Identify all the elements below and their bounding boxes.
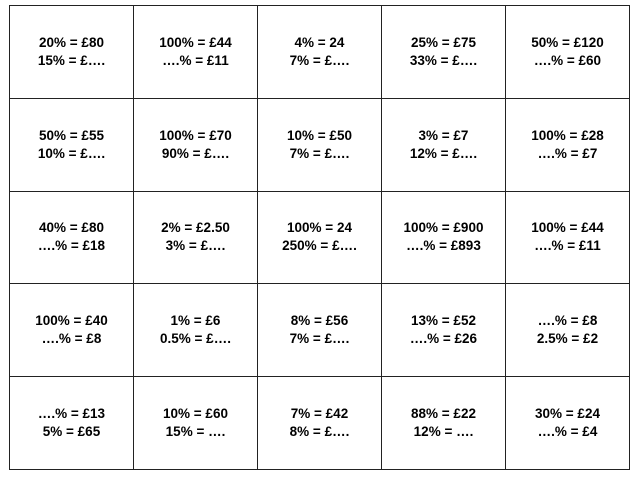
card-line-2: ….% = £7: [537, 145, 598, 161]
card-line-2: ….% = £8: [41, 331, 102, 347]
card-line-2: ….% = £60: [533, 52, 602, 68]
card-line-1: ….% = £13: [37, 406, 106, 422]
card-line-1: 88% = £22: [411, 406, 476, 422]
card-r1-c1: [10, 6, 134, 99]
card-line-1: 25% = £75: [411, 34, 476, 50]
card-line-1: 2% = £2.50: [161, 220, 230, 236]
card-r3-c2: [134, 192, 258, 285]
card-r2-c2: [134, 99, 258, 192]
card-line-1: 100% = £28: [531, 127, 604, 143]
card-line-2: ….% = £11: [162, 52, 229, 68]
card-line-1: 30% = £24: [535, 406, 600, 422]
card-line-2: 7% = £….: [289, 331, 350, 347]
card-line-1: 13% = £52: [411, 313, 476, 329]
card-line-1: 100% = £44: [531, 220, 604, 236]
card-line-1: 100% = £70: [159, 127, 232, 143]
card-r5-c5: [506, 377, 630, 470]
card-r2-c4: [382, 99, 506, 192]
card-line-2: 8% = £….: [289, 424, 350, 440]
card-line-2: 12% = £….: [409, 145, 478, 161]
card-line-2: 10% = £….: [37, 145, 106, 161]
card-line-1: 4% = 24: [294, 34, 345, 50]
card-line-2: 250% = £….: [282, 238, 357, 254]
card-line-1: 3% = £7: [418, 127, 469, 143]
card-line-2: 15% = ….: [165, 424, 226, 440]
card-line-2: 0.5% = £….: [160, 331, 231, 347]
card-line-2: 7% = £….: [289, 145, 350, 161]
card-line-1: ….% = £8: [537, 313, 598, 329]
card-r1-c3: [258, 6, 382, 99]
card-r2-c1: [10, 99, 134, 192]
card-r5-c1: [10, 377, 134, 470]
card-line-2: ….% = £26: [409, 331, 478, 347]
card-line-2: 12% = ….: [413, 424, 474, 440]
card-line-1: 20% = £80: [39, 34, 104, 50]
card-line-2: 90% = £….: [161, 145, 230, 161]
card-r5-c3: [258, 377, 382, 470]
card-r1-c4: [382, 6, 506, 99]
card-line-1: 7% = £42: [290, 406, 349, 422]
card-line-1: 8% = £56: [290, 313, 349, 329]
card-line-2: ….% = £4: [537, 424, 598, 440]
card-r1-c5: [506, 6, 630, 99]
card-line-2: 7% = £….: [289, 52, 350, 68]
card-line-2: 5% = £65: [42, 424, 101, 440]
card-line-2: 33% = £….: [409, 52, 478, 68]
card-r4-c4: [382, 284, 506, 377]
card-line-1: 40% = £80: [39, 220, 104, 236]
card-line-1: 100% = £44: [159, 34, 232, 50]
card-line-2: 3% = £….: [165, 238, 226, 254]
card-line-2: ….% = £11: [534, 238, 601, 254]
card-r3-c4: [382, 192, 506, 285]
card-line-1: 1% = £6: [170, 313, 221, 329]
card-line-1: 100% = £900: [403, 220, 484, 236]
card-r1-c2: [134, 6, 258, 99]
card-line-1: 50% = £55: [39, 127, 104, 143]
card-r4-c5: [506, 284, 630, 377]
card-line-2: 2.5% = £2: [536, 331, 599, 347]
card-line-1: 50% = £120: [531, 34, 604, 50]
card-r2-c3: [258, 99, 382, 192]
card-r3-c3: [258, 192, 382, 285]
card-line-1: 10% = £50: [287, 127, 352, 143]
card-r5-c4: [382, 377, 506, 470]
card-line-1: 100% = £40: [35, 313, 108, 329]
card-r3-c5: [506, 192, 630, 285]
card-r4-c2: [134, 284, 258, 377]
percentage-card-grid: [9, 5, 630, 470]
card-line-2: ….% = £893: [406, 238, 481, 254]
card-line-2: 15% = £….: [37, 52, 106, 68]
card-r4-c1: [10, 284, 134, 377]
card-line-2: ….% = £18: [37, 238, 106, 254]
card-r5-c2: [134, 377, 258, 470]
card-r2-c5: [506, 99, 630, 192]
card-r3-c1: [10, 192, 134, 285]
card-line-1: 100% = 24: [287, 220, 352, 236]
card-r4-c3: [258, 284, 382, 377]
card-line-1: 10% = £60: [163, 406, 228, 422]
